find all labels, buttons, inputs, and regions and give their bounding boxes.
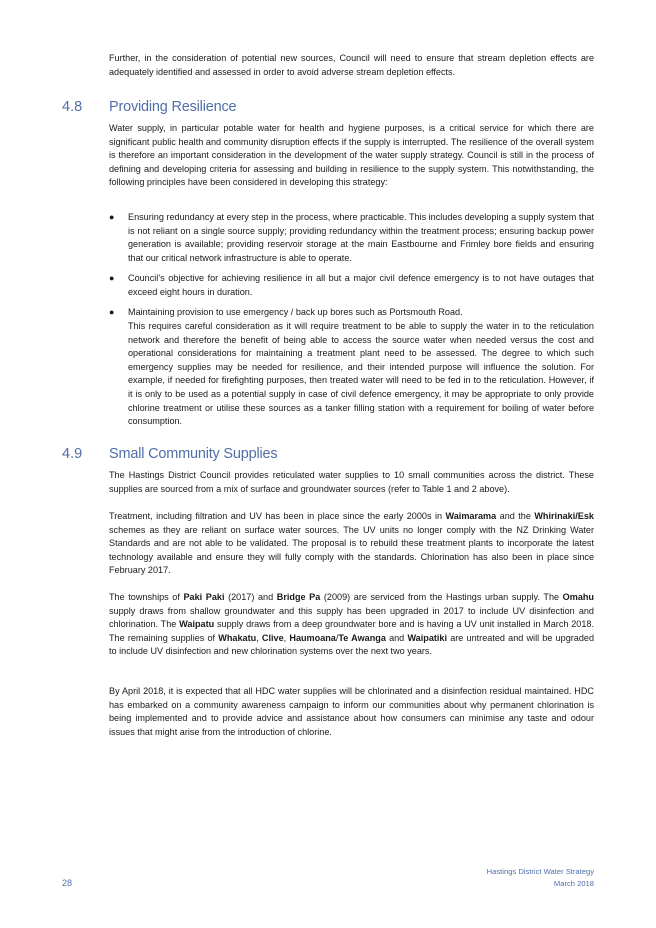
intro-paragraph: Further, in the consideration of potential new sources, Council will need to ensure that stream depletion effects are adequately identified and assessed in order to avoid adverse stream depletion effects. [109, 53, 594, 77]
resilience-paragraph: Water supply, in particular potable water for health and hygiene purposes, is a critical service for which there are significant public health and community disruption effects if the supply is interrupted. The resilience of the overall system is therefore an important consideration in the development of the water supply strategy. Council is still in the process of defining and developing criteria for assessing and building in resilience to the supply system. This notwithstanding, the following principles have been considered in developing this strategy: [109, 123, 594, 188]
bullet-icon: ● [109, 212, 115, 222]
footer-date: March 2018 [553, 879, 594, 888]
footer-doc-title: Hastings District Water Strategy [486, 867, 594, 876]
bullet-continuation-text: This requires careful consideration as it will require treatment to be able to supply the water in to the reticulation network and therefore the benefit of being able to access the source water when needed versus the cost and operational considerations for maintaining a treatment plant need to be assessed. The degree to which such emergency supplies may be needed for resilience, and their intended purpose will influence the solution. For example, if needed for firefighting purposes, then treated water will need to be fed in to the reticulation. However, if it is only to be used as a potential supply in case of civil defence emergency, it may be appropriate to only provide chlorine treatment or utilise these sources as a tanker filling station with a requirement for boiling of water before consumption. [128, 321, 594, 427]
bullet-icon: ● [109, 307, 115, 317]
section-4-8-number: 4.8 [62, 99, 83, 115]
page-number: 28 [62, 878, 73, 888]
bullet-text: Council’s objective for achieving resilience in all but a major civil defence emergency is to not have outages that exceed eight hours in duration. [128, 273, 594, 297]
treatment-paragraph: Treatment, including filtration and UV has been in place since the early 2000s in Waimarama and the Whirinaki/Esk schemes as they are reliant on surface water sources. The UV units no longer comply with the NZ Drinking Water Standards and are not able to be validated. The proposal is to rebuild these treatment plants to incorporate the latest technology available and ensure they will fully comply with the standards. Chlorination has also been in place since February 2017. [109, 511, 594, 576]
bullet-text: Maintaining provision to use emergency / back up bores such as Portsmouth Road. [128, 307, 463, 317]
small-communities-paragraph: The Hastings District Council provides reticulated water supplies to 10 small communities across the district. These supplies are sourced from a mix of surface and groundwater sources (refer to Table 1 and 2 above). [109, 470, 594, 494]
bullet-text: Ensuring redundancy at every step in the process, where practicable. This includes developing a supply system that is not reliant on a single source supply; providing redundancy within the treatment process; ensuring backup power generation is available; providing reservoir storage at the main Eastbourne and Frimley bore fields and ensuring that our critical network infrastructure is able to operate. [128, 212, 594, 263]
section-4-9-title: Small Community Supplies [109, 446, 278, 462]
townships-paragraph: The townships of Paki Paki (2017) and Bridge Pa (2009) are serviced from the Hastings urban supply. The Omahu supply draws from shallow groundwater and this supply has been upgraded in 2017 to include UV disinfection and chlorination. The Waipatu supply draws from a deep groundwater bore and is having a UV unit installed in March 2018. The remaining supplies of Whakatu, Clive, Haumoana/Te Awanga and Waipatiki are untreated and will be upgraded to include UV disinfection and new chlorination systems over the next two years. [109, 592, 595, 657]
section-4-9-number: 4.9 [62, 446, 83, 462]
chlorination-paragraph: By April 2018, it is expected that all HDC water supplies will be chlorinated and a disinfection residual maintained. HDC has embarked on a community awareness campaign to inform our communities about why permanent chlorination is being implemented and to provide advice and assistance about how consumers can minimise any taste and odour issues that might arise from the introduction of chlorine. [109, 686, 594, 737]
bullet-icon: ● [109, 273, 115, 283]
section-4-8-title: Providing Resilience [109, 99, 237, 115]
